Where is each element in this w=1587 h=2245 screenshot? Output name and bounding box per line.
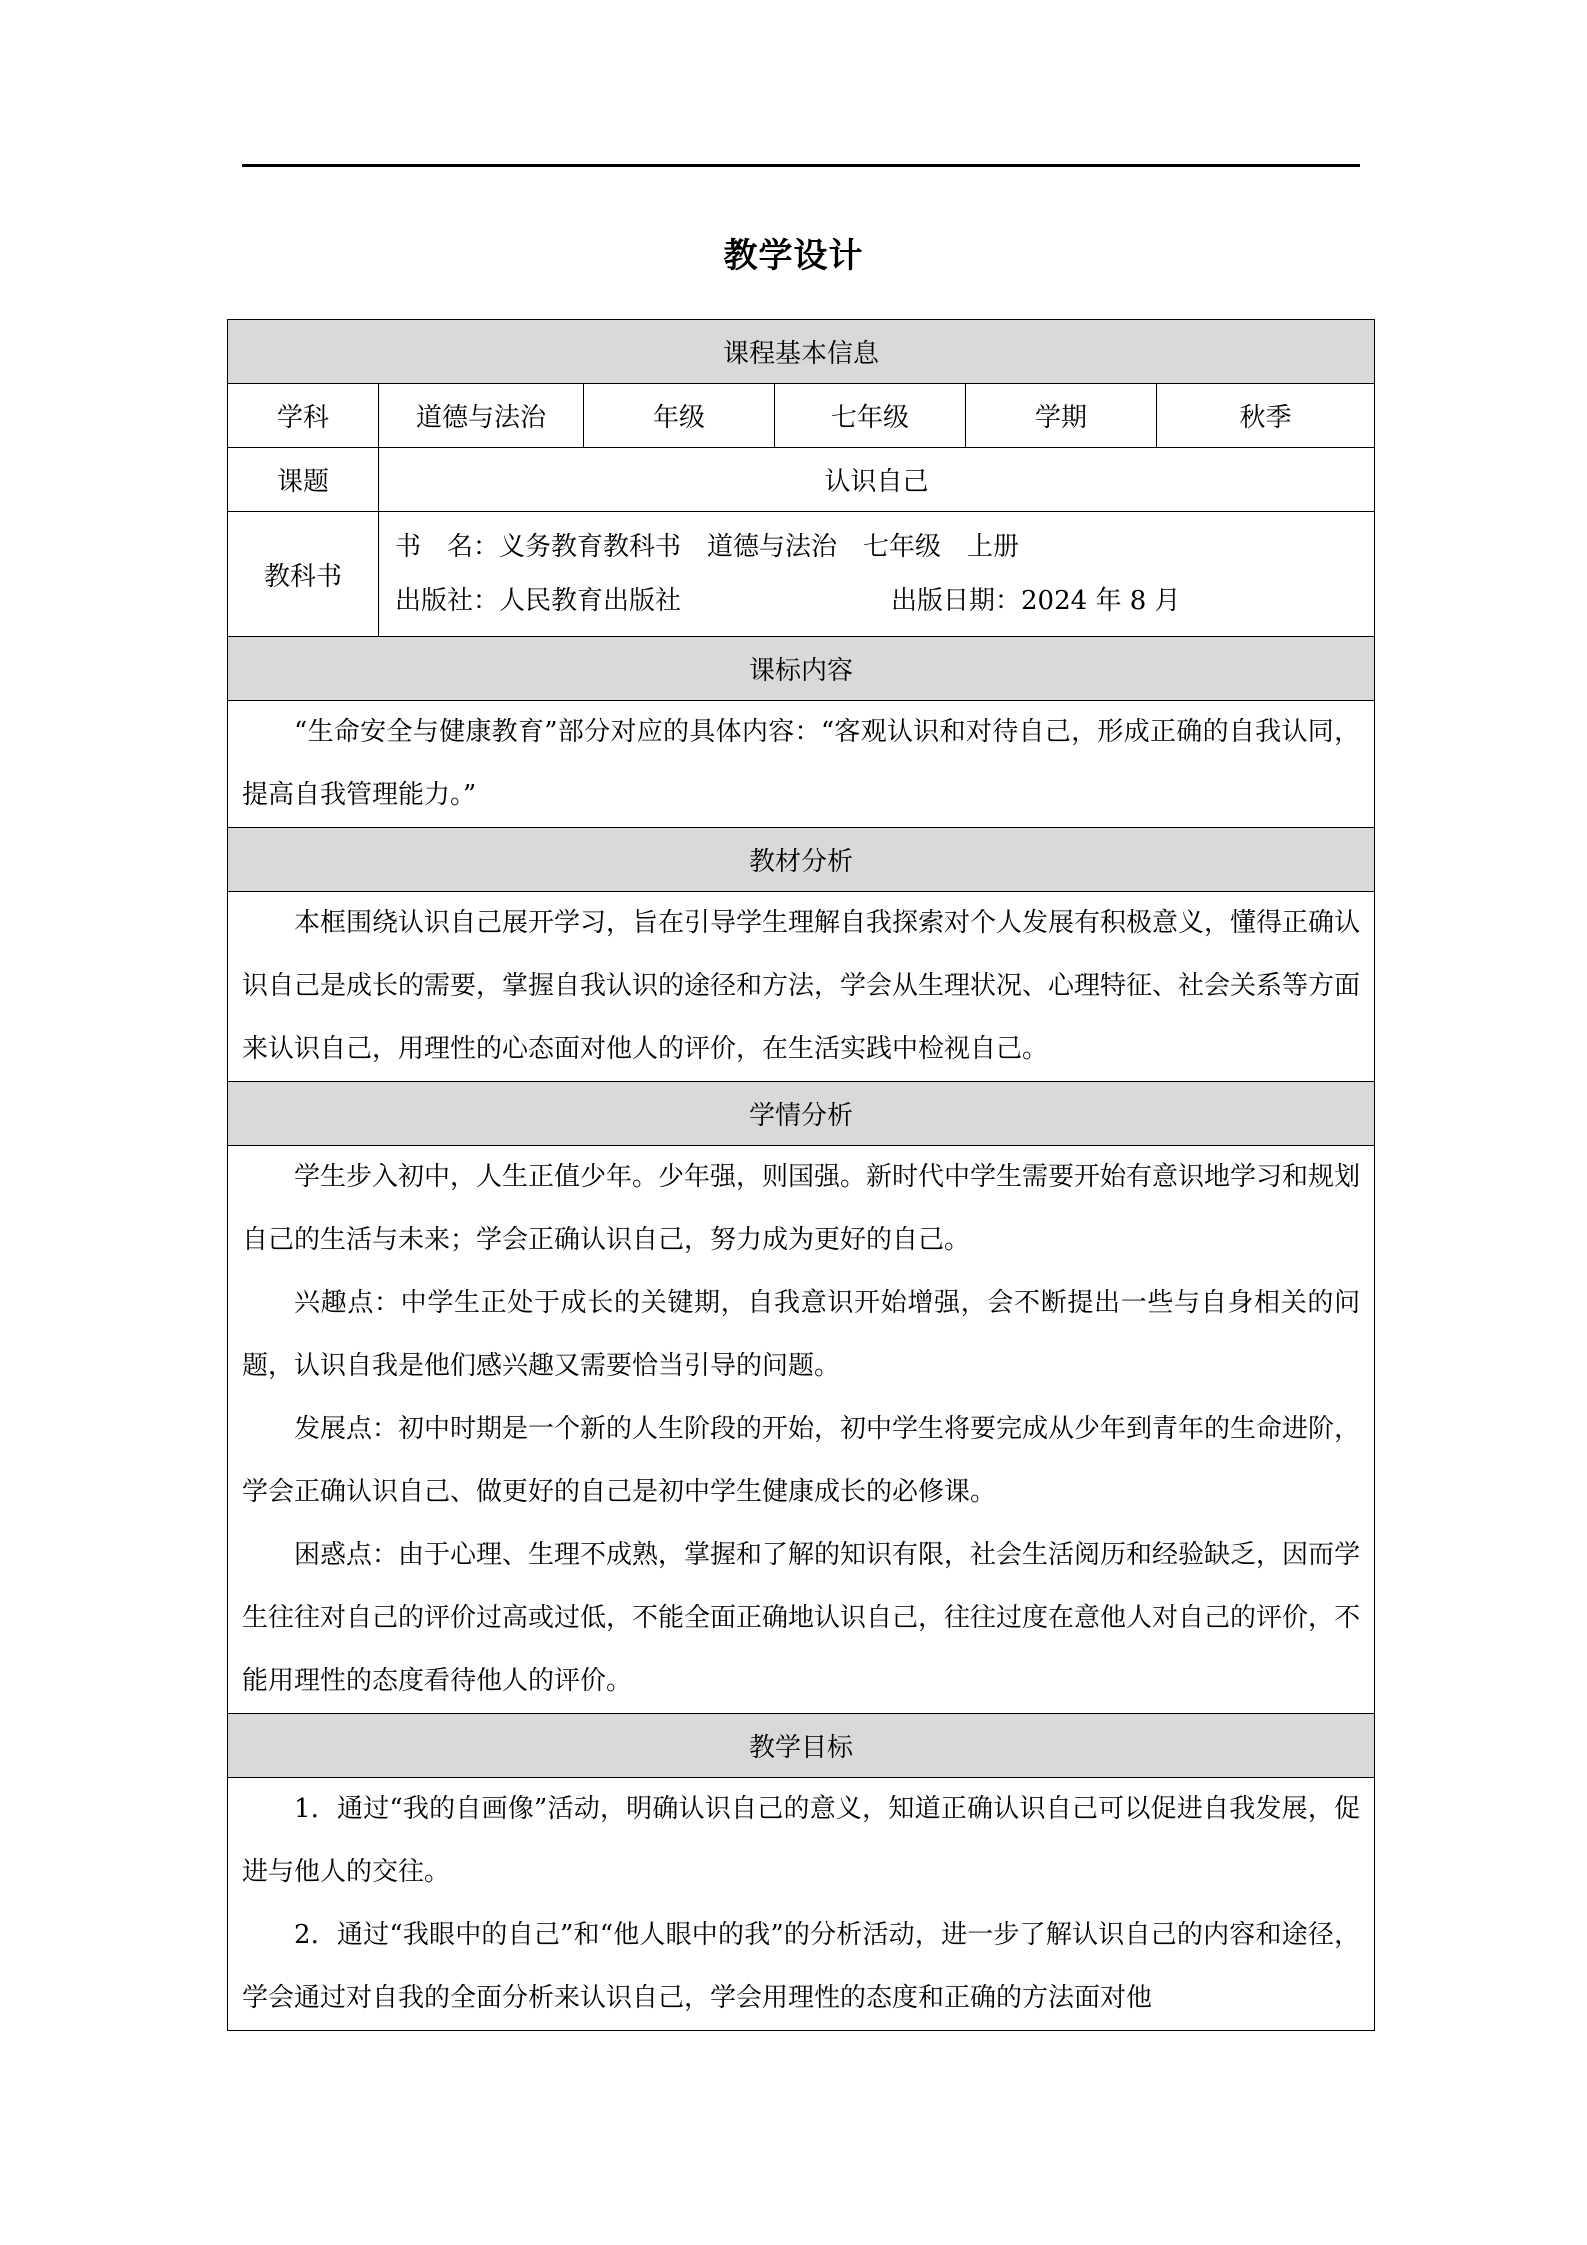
students-header: 学情分析	[228, 1082, 1375, 1146]
textbook-label: 教科书	[228, 512, 379, 637]
paragraph: 学生步入初中，人生正值少年。少年强，则国强。新时代中学生需要开始有意识地学习和规划自己的生活与未来；学会正确认识自己，努力成为更好的自己。	[242, 1162, 1361, 1255]
textbook-publisher: 出版社：人民教育出版社	[395, 586, 682, 616]
topic-label: 课题	[228, 448, 379, 512]
students-content	[228, 1146, 1375, 1714]
objectives-header: 教学目标	[228, 1714, 1375, 1778]
grade-value: 七年级	[775, 384, 966, 448]
page-title: 教学设计	[723, 236, 864, 276]
paragraph: 1．通过“我的自画像”活动，明确认识自己的意义，知道正确认识自己可以促进自我发展，促进与他人的交往。	[242, 1794, 1361, 1887]
paragraph: “生命安全与健康教育”部分对应的具体内容：“客观认识和对待自己，形成正确的自我认同，提高自我管理能力。”	[242, 717, 1361, 810]
subject-label: 学科	[228, 384, 379, 448]
textbook-publisher-line	[395, 574, 1358, 628]
grade-label: 年级	[584, 384, 775, 448]
material-header: 教材分析	[228, 828, 1375, 892]
paragraph: 困惑点：由于心理、生理不成熟，掌握和了解的知识有限，社会生活阅历和经验缺乏，因而学生往往对自己的评价过高或过低，不能全面正确地认识自己，往往过度在意他人对自己的评价，不能用理性的态度看待他人的评价。	[242, 1540, 1361, 1696]
standard-header: 课标内容	[228, 637, 1375, 701]
course-info-header: 课程基本信息	[228, 320, 1375, 384]
standard-content	[228, 701, 1375, 828]
textbook-info	[379, 512, 1375, 637]
topic-value: 认识自己	[379, 448, 1375, 512]
paragraph: 发展点：初中时期是一个新的人生阶段的开始，初中学生将要完成从少年到青年的生命进阶，学会正确认识自己、做更好的自己是初中学生健康成长的必修课。	[242, 1414, 1361, 1507]
lesson-design-table	[227, 319, 1375, 2031]
subject-value: 道德与法治	[379, 384, 584, 448]
textbook-name-line: 书 名：义务教育教科书 道德与法治 七年级 上册	[395, 532, 1020, 562]
paragraph: 2．通过“我眼中的自己”和“他人眼中的我”的分析活动，进一步了解认识自己的内容和途径，学会通过对自我的全面分析来认识自己，学会用理性的态度和正确的方法面对他	[242, 1920, 1361, 2013]
textbook-date: 出版日期：2024 年 8 月	[891, 586, 1181, 616]
paragraph: 兴趣点：中学生正处于成长的关键期，自我意识开始增强，会不断提出一些与自身相关的问题，认识自我是他们感兴趣又需要恰当引导的问题。	[242, 1288, 1361, 1381]
term-label: 学期	[966, 384, 1157, 448]
term-value: 秋季	[1157, 384, 1375, 448]
header-rule	[242, 164, 1360, 167]
paragraph: 本框围绕认识自己展开学习，旨在引导学生理解自我探索对个人发展有积极意义，懂得正确认识自己是成长的需要，掌握自我认识的途径和方法，学会从生理状况、心理特征、社会关系等方面来认识自己，用理性的心态面对他人的评价，在生活实践中检视自己。	[242, 908, 1361, 1064]
material-content	[228, 892, 1375, 1082]
objectives-content	[228, 1778, 1375, 2031]
